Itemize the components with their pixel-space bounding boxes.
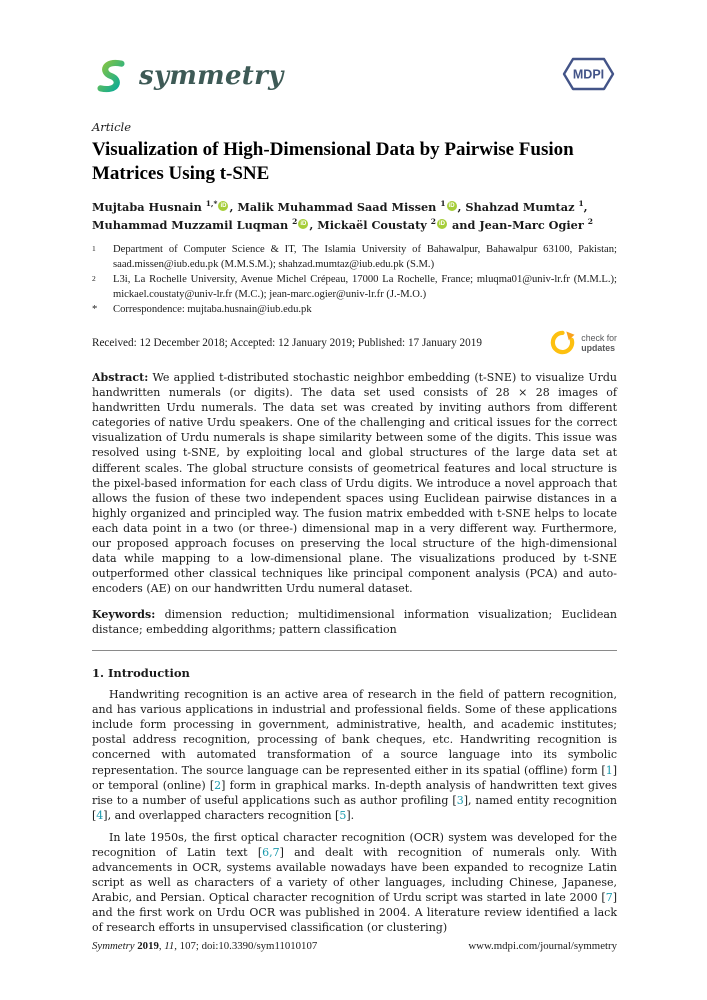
intro-heading: 1. Introduction	[92, 666, 190, 681]
citation-link[interactable]: 3	[456, 793, 464, 807]
affiliation-superscript: 1	[578, 199, 584, 209]
abstract-paragraph	[92, 370, 617, 596]
mdpi-logo-icon	[553, 55, 617, 93]
journal-wordmark: symmetry	[139, 61, 284, 91]
symmetry-logo-icon	[92, 57, 130, 95]
affiliation-superscript: 2	[292, 217, 298, 227]
affiliation-superscript: 1,*	[205, 199, 218, 209]
authors-line: Mujtaba Husnain $^{1,*}$ iD , Malik Muhammad Saad Missen $^1$ iD , Shahzad Mumtaz $^1$, Muhammad Muzzamil Luqman $^2$ iD , Mickaël Coustaty $^2$ iD and Jean-Marc Ogier $^2$	[92, 199, 593, 232]
page-footer	[92, 940, 617, 952]
footer-citation: Symmetry 2019, 11, 107; doi:10.3390/sym11010107	[92, 940, 318, 952]
orcid-icon[interactable]: iD	[439, 220, 446, 227]
affiliation-text: L3i, La Rochelle University, Avenue Michel Crépeau, 17000 La Rochelle, France; mluqma01@univ-lr.fr (M.M.L.); mickael.coustaty@univ-lr.fr (M.C.); jean-marc.ogier@univ-lr.fr (J.-M.O.)	[113, 274, 617, 301]
orcid-icon[interactable]: iD	[220, 202, 227, 209]
orcid-icon[interactable]: iD	[300, 220, 307, 227]
symmetry-logo[interactable]	[92, 57, 284, 95]
intro-paragraph-2: In late 1950s, the first optical character recognition (OCR) system was developed for the recognition of Latin text [6,7] and dealt with recognition of numerals only. With advancements in OCR, systems available nowadays have been expanded to recognize Latin script as well as characters of a variety of other languages, including Chinese, Japanese, Arabic, and Persian. Optical character recognition of Urdu script was started in late 2000 [7] and the first work on Urdu OCR was published in 2004. A literature review identified a lack of research efforts in unsupervised classification (or clustering)	[92, 830, 617, 935]
keywords-text: dimension reduction; multidimensional information visualization; Euclidean distance; embedding algorithms; pattern classification	[92, 608, 617, 637]
badge-line2: updates	[581, 342, 616, 353]
keywords-label: Keywords:	[92, 608, 156, 622]
check-for-updates-badge[interactable]	[550, 330, 617, 355]
italic-text: 11	[164, 940, 175, 952]
affiliation-superscript: 2	[587, 217, 593, 227]
citation-link[interactable]: 7	[605, 891, 613, 905]
citation-link[interactable]: 5	[339, 808, 347, 822]
masthead	[92, 55, 617, 97]
mdpi-logo[interactable]	[553, 55, 617, 97]
citation-link[interactable]: 2	[214, 778, 222, 792]
intro-paragraph-1: Handwriting recognition is an active area of research in the field of pattern recognition, and has various applications in industrial and professional fields. Some of these applications include form processing in government, administrative, health, and academic institutes; postal address recognition, processing of bank cheques, etc. Handwriting recognition is concerned with automated transformation of a source language into its symbolic representation. The source language can be represented either in its spatial (offline) form [1] or temporal (online) [2] form in graphical marks. In-depth analysis of handwritten text gives rise to a number of useful applications such as author profiling [3], named entity recognition [4], and overlapped characters recognition [5].	[92, 688, 617, 822]
affiliation-row	[92, 272, 617, 302]
crossmark-icon	[550, 330, 575, 355]
abstract-label: Abstract:	[92, 371, 149, 385]
orcid-icon[interactable]: iD	[448, 202, 455, 209]
citation-link[interactable]: 1	[605, 763, 613, 777]
citation-link[interactable]: 6,7	[262, 845, 280, 859]
bold-text: 2019	[137, 940, 159, 952]
correspondence-text: Correspondence: mujtaba.husnain@iub.edu.pk	[113, 304, 312, 316]
badge-line1: check for	[581, 332, 617, 343]
correspondence-row	[92, 302, 617, 317]
footer-journal-url[interactable]: www.mdpi.com/journal/symmetry	[468, 940, 617, 952]
section-divider	[92, 650, 617, 651]
abstract-text: We applied t-distributed stochastic neighbor embedding (t-SNE) to visualize Urdu handwritten numerals (or digits). The data set used consists of 28 × 28 images of handwritten Urdu numerals. The data set was created by inviting authors from different categories of native Urdu speakers. One of the challenging and critical issues for the correct visualization of Urdu numerals is shape similarity between some of the digits. This issue was resolved using t-SNE, by exploiting local and global structures of the large data set at different scales. The global structure consists of geometrical features and local structure is the pixel-based information for each class of Urdu digits. We introduce a novel approach that allows the fusion of these two independent spaces using Euclidean pairwise distances in a highly organized and principled way. The fusion matrix embedded with t-SNE helps to locate each data point in a two (or three-) dimensional map in a very different way. Furthermore, our proposed approach focuses on preserving the local structure of the high-dimensional data while mapping to a low-dimensional plane. The visualizations produced by t-SNE outperformed other classical techniques like principal component analysis (PCA) and auto-encoders (AE) on our handwritten Urdu numeral dataset.	[92, 371, 618, 596]
affiliation-marker: 2	[92, 274, 96, 284]
correspondence-marker: *	[92, 304, 98, 316]
svg-text:MDPI: MDPI	[572, 67, 605, 82]
affiliation-text: Department of Computer Science & IT, The Islamia University of Bahawalpur, Bahawalpur 63100, Pakistan; saad.missen@iub.edu.pk (M.M.S.M.); shahzad.mumtaz@iub.edu.pk (S.M.)	[113, 244, 617, 271]
badge-text	[581, 333, 617, 353]
affiliations-block	[92, 242, 617, 317]
italic-text: Symmetry	[92, 940, 138, 952]
affiliation-superscript: 2	[430, 217, 437, 227]
affiliation-row	[92, 242, 617, 272]
dates-line: Received: 12 December 2018; Accepted: 12 January 2019; Published: 17 January 2019	[92, 336, 482, 349]
affiliation-superscript: 1	[440, 199, 446, 209]
page-title: Visualization of High-Dimensional Data by Pairwise Fusion Matrices Using t-SNE	[92, 139, 574, 184]
article-type-label: Article	[92, 120, 132, 134]
dates-row	[92, 330, 617, 355]
keywords-paragraph	[92, 607, 617, 637]
affiliation-marker: 1	[92, 244, 96, 253]
citation-link[interactable]: 4	[96, 808, 104, 822]
